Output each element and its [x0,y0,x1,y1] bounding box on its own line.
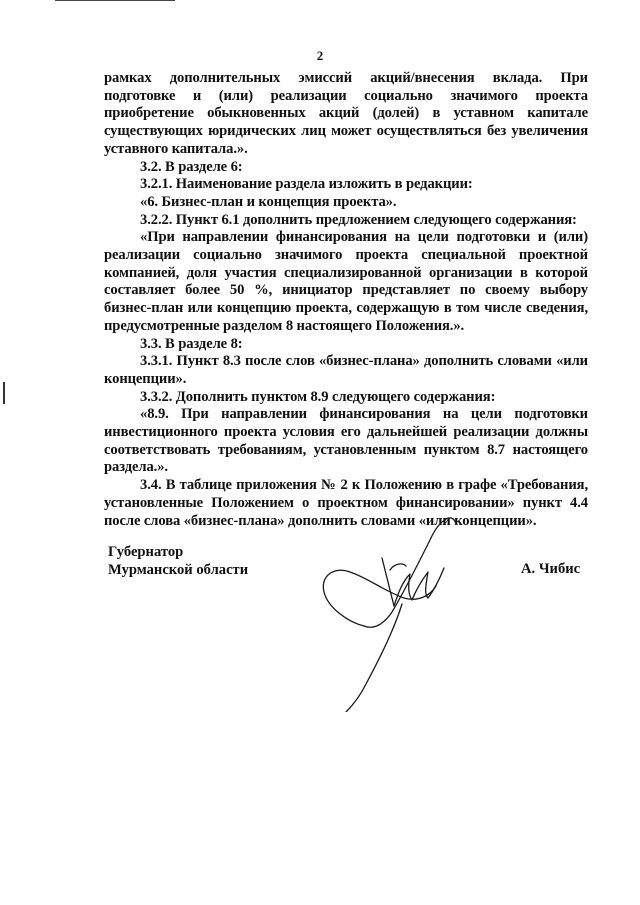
signature-position [108,543,248,579]
paragraph-3-4: 3.4. В таблице приложения № 2 к Положению в графе «Требования, установленные Положением о проектном финансировании» пункт 4.4 после слова «бизнес-плана» дополнить словами «или концепции». [104,477,588,529]
paragraph-quote-6-1: «При направлении финансирования на цели подготовки и (или) реализации социально значимого проекта специальной проектной компанией, доля участия специализированной организации в которой составляет более 50 %, инициатор представляет по своему выбору бизнес-план или концепцию проекта, содержащую в том числе сведения, предусмотренные разделом 8 настоящего Положения.». [104,229,588,334]
page-number: 2 [316,48,324,63]
paragraph-3-3-1: 3.3.1. Пункт 8.3 после слов «бизнес-плана» дополнить словами «или концепции». [104,353,588,387]
paragraph-section-6-title: «6. Бизнес-план и концепция проекта». [140,193,397,210]
signatory-name: А. Чибис [521,561,581,577]
paragraph-continuation: рамках дополнительных эмиссий акций/внесения вклада. При подготовке и (или) реализации социально значимого проекта приобретение обыкновенных акций (долей) в уставном капитале существующих юридических лиц может осуществляться без увеличения уставного капитала.». [104,70,588,157]
paragraph-3-2: 3.2. В разделе 6: [140,158,243,175]
paragraph-3-2-1: 3.2.1. Наименование раздела изложить в редакции: [140,176,473,193]
top-edge-line [55,0,175,1]
signatory-title-line1: Губернатор [108,544,184,560]
signatory-title-line2: Мурманской области [108,562,249,578]
paragraph-3-2-2: 3.2.2. Пункт 6.1 дополнить предложением следующего содержания: [140,211,577,228]
paragraph-3-3-2: 3.3.2. Дополнить пунктом 8.9 следующего содержания: [140,388,496,405]
scan-margin-mark [3,382,5,404]
paragraph-quote-8-9: «8.9. При направлении финансирования на цели подготовки инвестиционного проекта условия его дальнейшей реализации должны соответствовать требованиям, установленным пунктом 8.7 настоящего раздела.». [104,406,588,476]
paragraph-3-3: 3.3. В разделе 8: [140,335,243,352]
document-body [104,70,588,530]
handwritten-signature [318,512,468,712]
